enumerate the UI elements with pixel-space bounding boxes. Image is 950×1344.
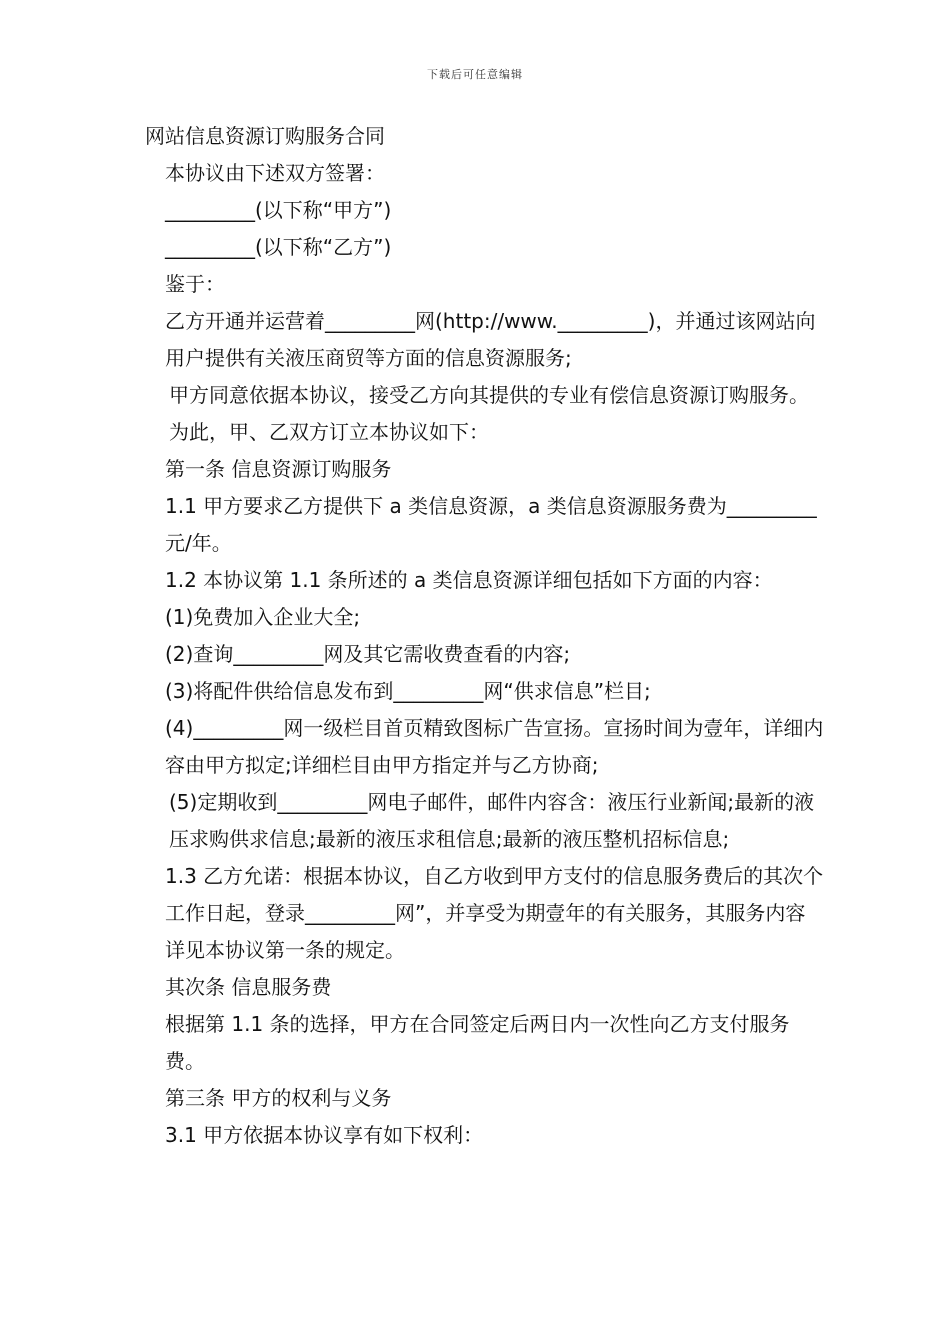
clause-3-1: 3.1 甲方依据本协议享有如下权利： (165, 1123, 484, 1147)
clause-1-2: 1.2 本协议第 1.1 条所述的 a 类信息资源详细包括如下方面的内容： (165, 568, 773, 592)
article-2-paragraph: 根据第 1.1 条的选择，甲方在合同签定后两日内一次性向乙方支付服务费。 (165, 1012, 790, 1073)
article-2-heading: 其次条 信息服务费 (165, 975, 332, 999)
whereas-heading: 鉴于： (165, 272, 225, 296)
document-title: 网站信息资源订购服务合同 (145, 124, 385, 148)
clause-1-1: 1.1 甲方要求乙方提供下 a 类信息资源，a 类信息资源服务费为_________元/年。 (165, 494, 817, 555)
party-a-line: _________(以下称“甲方”) (165, 198, 392, 222)
clause-1-3: 1.3 乙方允诺：根据本协议，自乙方收到甲方支付的信息服务费后的其次个工作日起，登录_________网”，并享受为期壹年的有关服务，其服务内容详见本协议第一条的规定。 (165, 864, 824, 962)
list-item-1: (1)免费加入企业大全; (165, 605, 361, 629)
recital-paragraph-2: 甲方同意依据本协议，接受乙方向其提供的专业有偿信息资源订购服务。为此，甲、乙双方订立本协议如下： (169, 383, 809, 444)
document-body (145, 118, 825, 1154)
article-3-heading: 第三条 甲方的权利与义务 (165, 1086, 392, 1110)
list-item-2: (2)查询_________网及其它需收费查看的内容; (165, 642, 571, 666)
intro-paragraph: 本协议由下述双方签署： (165, 161, 385, 185)
page-header-note: 下载后可任意编辑 (427, 68, 523, 81)
article-1-heading: 第一条 信息资源订购服务 (165, 457, 392, 481)
party-b-line: _________(以下称“乙方”) (165, 235, 392, 259)
list-item-5: (5)定期收到_________网电子邮件，邮件内容含：液压行业新闻;最新的液压求购供求信息;最新的液压求租信息;最新的液压整机招标信息; (169, 790, 815, 851)
list-item-3: (3)将配件供给信息发布到_________网“供求信息”栏目; (165, 679, 651, 703)
recital-paragraph-1: 乙方开通并运营着_________网(http://www._________)，并通过该网站向用户提供有关液压商贸等方面的信息资源服务; (165, 309, 816, 370)
list-item-4: (4)_________网一级栏目首页精致图标广告宣扬。宣扬时间为壹年，详细内容由甲方拟定;详细栏目由甲方指定并与乙方协商; (165, 716, 824, 777)
